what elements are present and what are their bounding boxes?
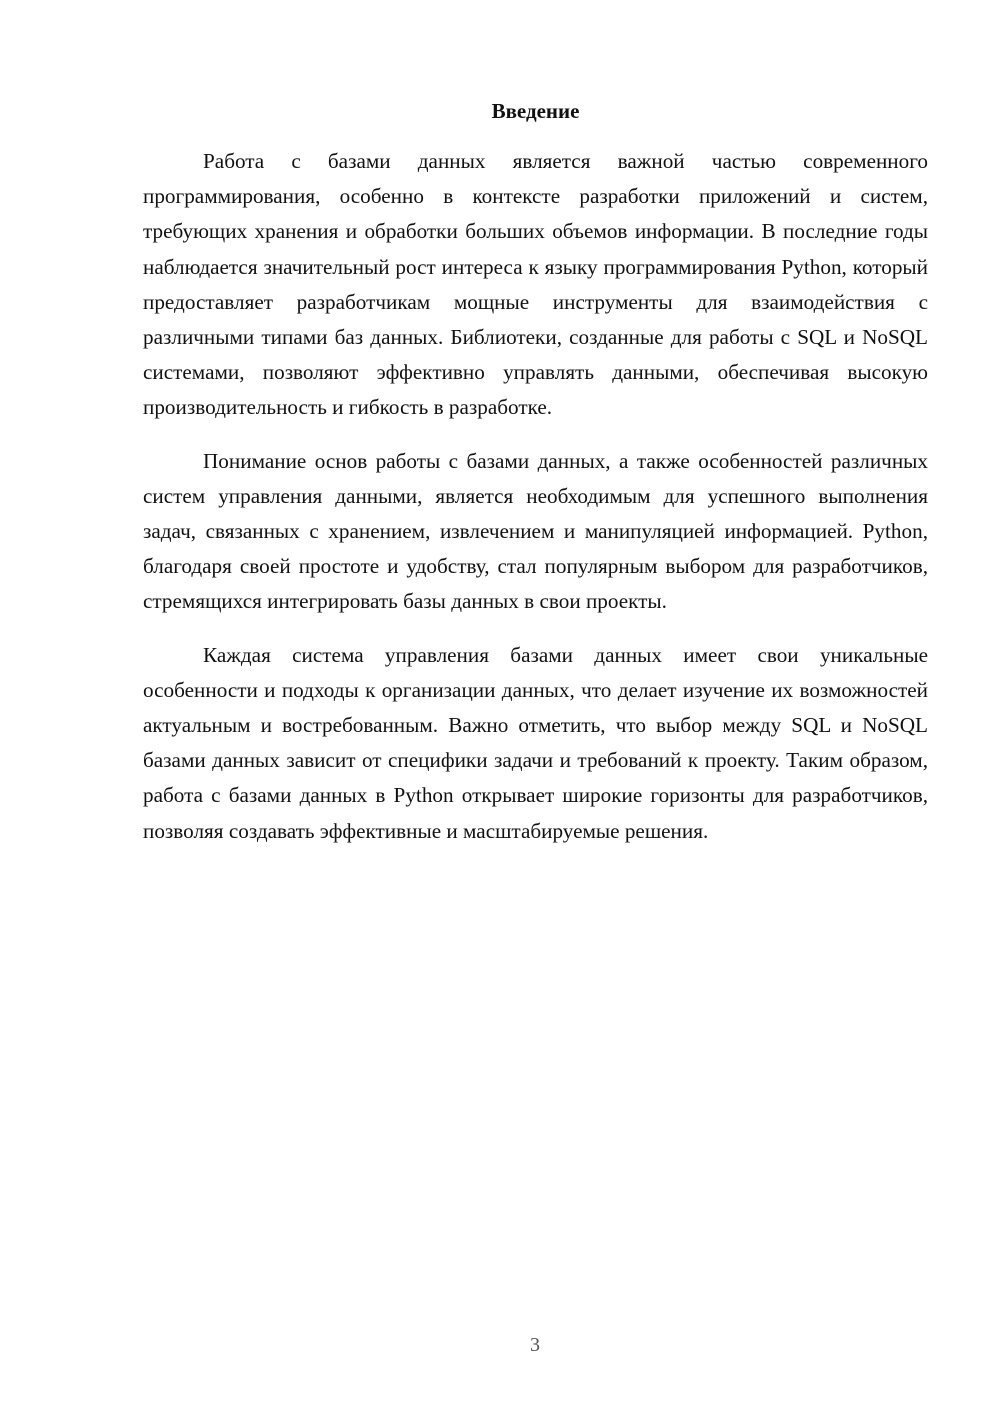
paragraph-2: Понимание основ работы с базами данных, а также особенностей различных систем управления данными, является необходимым для успешного выполнения задач, связанных с хранением, извлечением и манипуляцией информацией. Python, благодаря своей простоте и удобству, стал популярным выбором для разработчиков, стремящихся интегрировать базы данных в свои проекты.	[143, 448, 928, 614]
page-content	[143, 96, 928, 867]
paragraph-1: Работа с базами данных является важной частью современного программирования, особенно в контексте разработки приложений и систем, требующих хранения и обработки больших объемов информации. В последние годы наблюдается значительный рост интереса к языку программирования Python, который предоставляет разработчикам мощные инструменты для взаимодействия с различными типами баз данных. Библиотеки, созданные для работы с SQL и NoSQL системами, позволяют эффективно управлять данными, обеспечивая высокую производительность и гибкость в разработке.	[143, 149, 928, 420]
section-title: Введение	[491, 99, 580, 123]
paragraph-3: Каждая система управления базами данных имеет свои уникальные особенности и подходы к организации данных, что делает изучение их возможностей актуальным и востребованным. Важно отметить, что выбор между SQL и NoSQL базами данных зависит от специфики задачи и требований к проекту. Таким образом, работа с базами данных в Python открывает широкие горизонты для разработчиков, позволяя создавать эффективные и масштабируемые решения.	[143, 642, 928, 843]
page-number: 3	[530, 1334, 540, 1356]
